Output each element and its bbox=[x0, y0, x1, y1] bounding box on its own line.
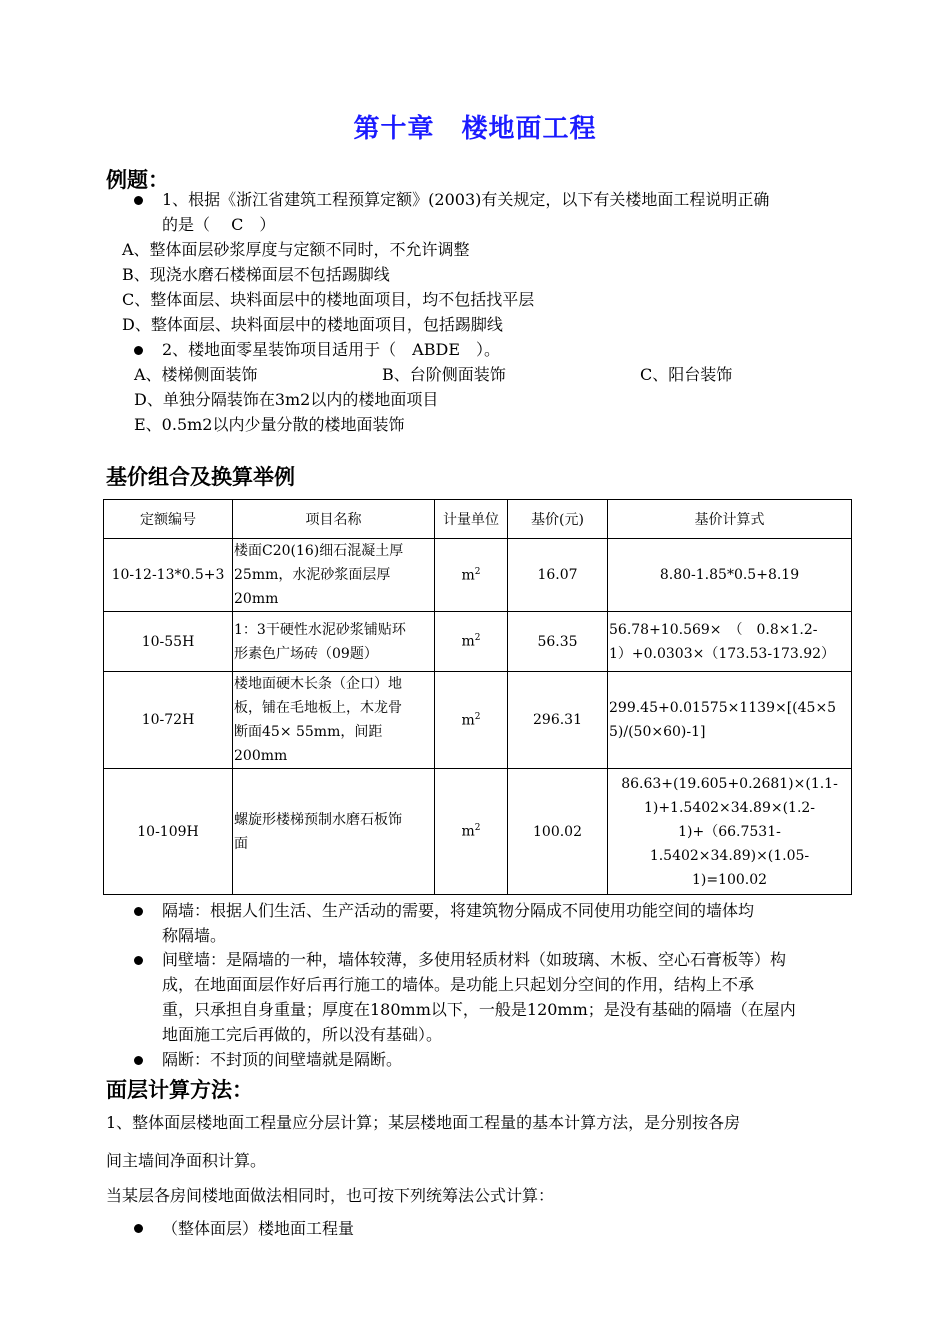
header-code: 定额编号 bbox=[104, 500, 233, 539]
table-row bbox=[104, 672, 852, 769]
table-row bbox=[104, 612, 852, 672]
question-1-option-a: A、整体面层砂浆厚度与定额不同时，不允许调整 bbox=[122, 240, 470, 259]
surface-bullet: （整体面层）楼地面工程量 bbox=[162, 1219, 355, 1238]
question-1-option-c: C、整体面层、块料面层中的楼地面项目，均不包括找平层 bbox=[122, 290, 535, 309]
row-code: 10-55H bbox=[104, 612, 233, 672]
row-code: 10-109H bbox=[104, 769, 233, 895]
row-code: 10-72H bbox=[104, 672, 233, 769]
surface-paragraph-1-line-2: 间主墙间净面积计算。 bbox=[106, 1151, 267, 1170]
question-1-line-2: 的是（ C ） bbox=[162, 215, 276, 234]
bullet-icon bbox=[134, 907, 143, 916]
row-code: 10-12-13*0.5+3 bbox=[104, 539, 233, 612]
screen-wall-line-1: 间壁墙：是隔墙的一种，墙体较薄，多使用轻质材料（如玻璃、木板、空心石膏板等）构 bbox=[162, 950, 787, 969]
base-price-table bbox=[103, 499, 852, 895]
table-row bbox=[104, 769, 852, 895]
row-unit: $m^2$ bbox=[435, 672, 508, 769]
base-price-heading: 基价组合及换算举例 bbox=[106, 465, 295, 489]
row-formula: 86.63+(19.605+0.2681)×(1.1- 1)+1.5402×34.89×(1.2- 1)+（66.7531- 1.5402×34.89)×(1.05- 1)=100.02 bbox=[608, 769, 852, 895]
row-name: 1：3干硬性水泥砂浆铺贴环 形素色广场砖（09题） bbox=[233, 612, 435, 672]
header-price: 基价(元) bbox=[508, 500, 608, 539]
partition-wall-line-1: 隔墙：根据人们生活、生产活动的需要，将建筑物分隔成不同使用功能空间的墙体均 bbox=[162, 901, 755, 920]
surface-heading: 面层计算方法： bbox=[106, 1078, 253, 1102]
header-name: 项目名称 bbox=[233, 500, 435, 539]
examples-heading: 例题： bbox=[106, 168, 169, 192]
row-unit: $m^2$ bbox=[435, 612, 508, 672]
screen-wall-line-4: 地面施工完后再做的，所以没有基础）。 bbox=[162, 1025, 443, 1044]
table-row bbox=[104, 539, 852, 612]
bullet-icon bbox=[134, 956, 143, 965]
bullet-icon bbox=[134, 196, 143, 205]
table-header-row bbox=[104, 500, 852, 539]
surface-paragraph-2: 当某层各房间楼地面做法相同时，也可按下列统筹法公式计算： bbox=[106, 1186, 555, 1205]
bullet-icon bbox=[134, 1224, 143, 1233]
row-formula: 299.45+0.01575×1139×[(45×5 5)/(50×60)-1] bbox=[608, 672, 852, 769]
row-price: 16.07 bbox=[508, 539, 608, 612]
screen-wall-line-2: 成，在地面面层作好后再行施工的墙体。是功能上只起划分空间的作用，结构上不承 bbox=[162, 975, 755, 994]
partition-line: 隔断：不封顶的间壁墙就是隔断。 bbox=[162, 1050, 403, 1069]
row-name: 螺旋形楼梯预制水磨石板饰 面 bbox=[233, 769, 435, 895]
question-2-option-e: E、0.5m2以内少量分散的楼地面装饰 bbox=[134, 415, 405, 434]
bullet-icon bbox=[134, 1056, 143, 1065]
row-name: 楼面C20(16)细石混凝土厚 25mm，水泥砂浆面层厚20mm bbox=[233, 539, 435, 612]
row-price: 100.02 bbox=[508, 769, 608, 895]
row-unit: $m^2$ bbox=[435, 539, 508, 612]
screen-wall-line-3: 重，只承担自身重量；厚度在180mm以下，一般是120mm；是没有基础的隔墙（在屋内 bbox=[162, 1000, 796, 1019]
question-2-line: 2、楼地面零星装饰项目适用于（ ABDE ）。 bbox=[162, 340, 501, 359]
header-formula: 基价计算式 bbox=[608, 500, 852, 539]
row-price: 56.35 bbox=[508, 612, 608, 672]
row-name: 楼地面硬木长条（企口）地 板，铺在毛地板上，木龙骨 断面45× 55mm，间距200mm bbox=[233, 672, 435, 769]
question-2-option-b: B、台阶侧面装饰 bbox=[382, 365, 506, 384]
question-1-option-b: B、现浇水磨石楼梯面层不包括踢脚线 bbox=[122, 265, 390, 284]
surface-paragraph-1-line-1: 1、整体面层楼地面工程量应分层计算；某层楼地面工程量的基本计算方法，是分别按各房 bbox=[106, 1113, 741, 1132]
row-unit: $m^2$ bbox=[435, 769, 508, 895]
row-formula: 56.78+10.569× （ 0.8×1.2- 1）+0.0303×（173.53-173.92） bbox=[608, 612, 852, 672]
bullet-icon bbox=[134, 346, 143, 355]
header-unit: 计量单位 bbox=[435, 500, 508, 539]
question-2-option-a: A、楼梯侧面装饰 bbox=[134, 365, 258, 384]
question-2-option-d: D、单独分隔装饰在3m2以内的楼地面项目 bbox=[134, 390, 439, 409]
question-1-line-1: 1、根据《浙江省建筑工程预算定额》(2003)有关规定，以下有关楼地面工程说明正确 bbox=[162, 190, 770, 209]
row-formula: 8.80-1.85*0.5+8.19 bbox=[608, 539, 852, 612]
question-1-option-d: D、整体面层、块料面层中的楼地面项目，包括踢脚线 bbox=[122, 315, 503, 334]
question-2-option-c: C、阳台装饰 bbox=[640, 365, 733, 384]
partition-wall-line-2: 称隔墙。 bbox=[162, 926, 227, 945]
row-price: 296.31 bbox=[508, 672, 608, 769]
chapter-title: 第十章 楼地面工程 bbox=[353, 114, 597, 144]
